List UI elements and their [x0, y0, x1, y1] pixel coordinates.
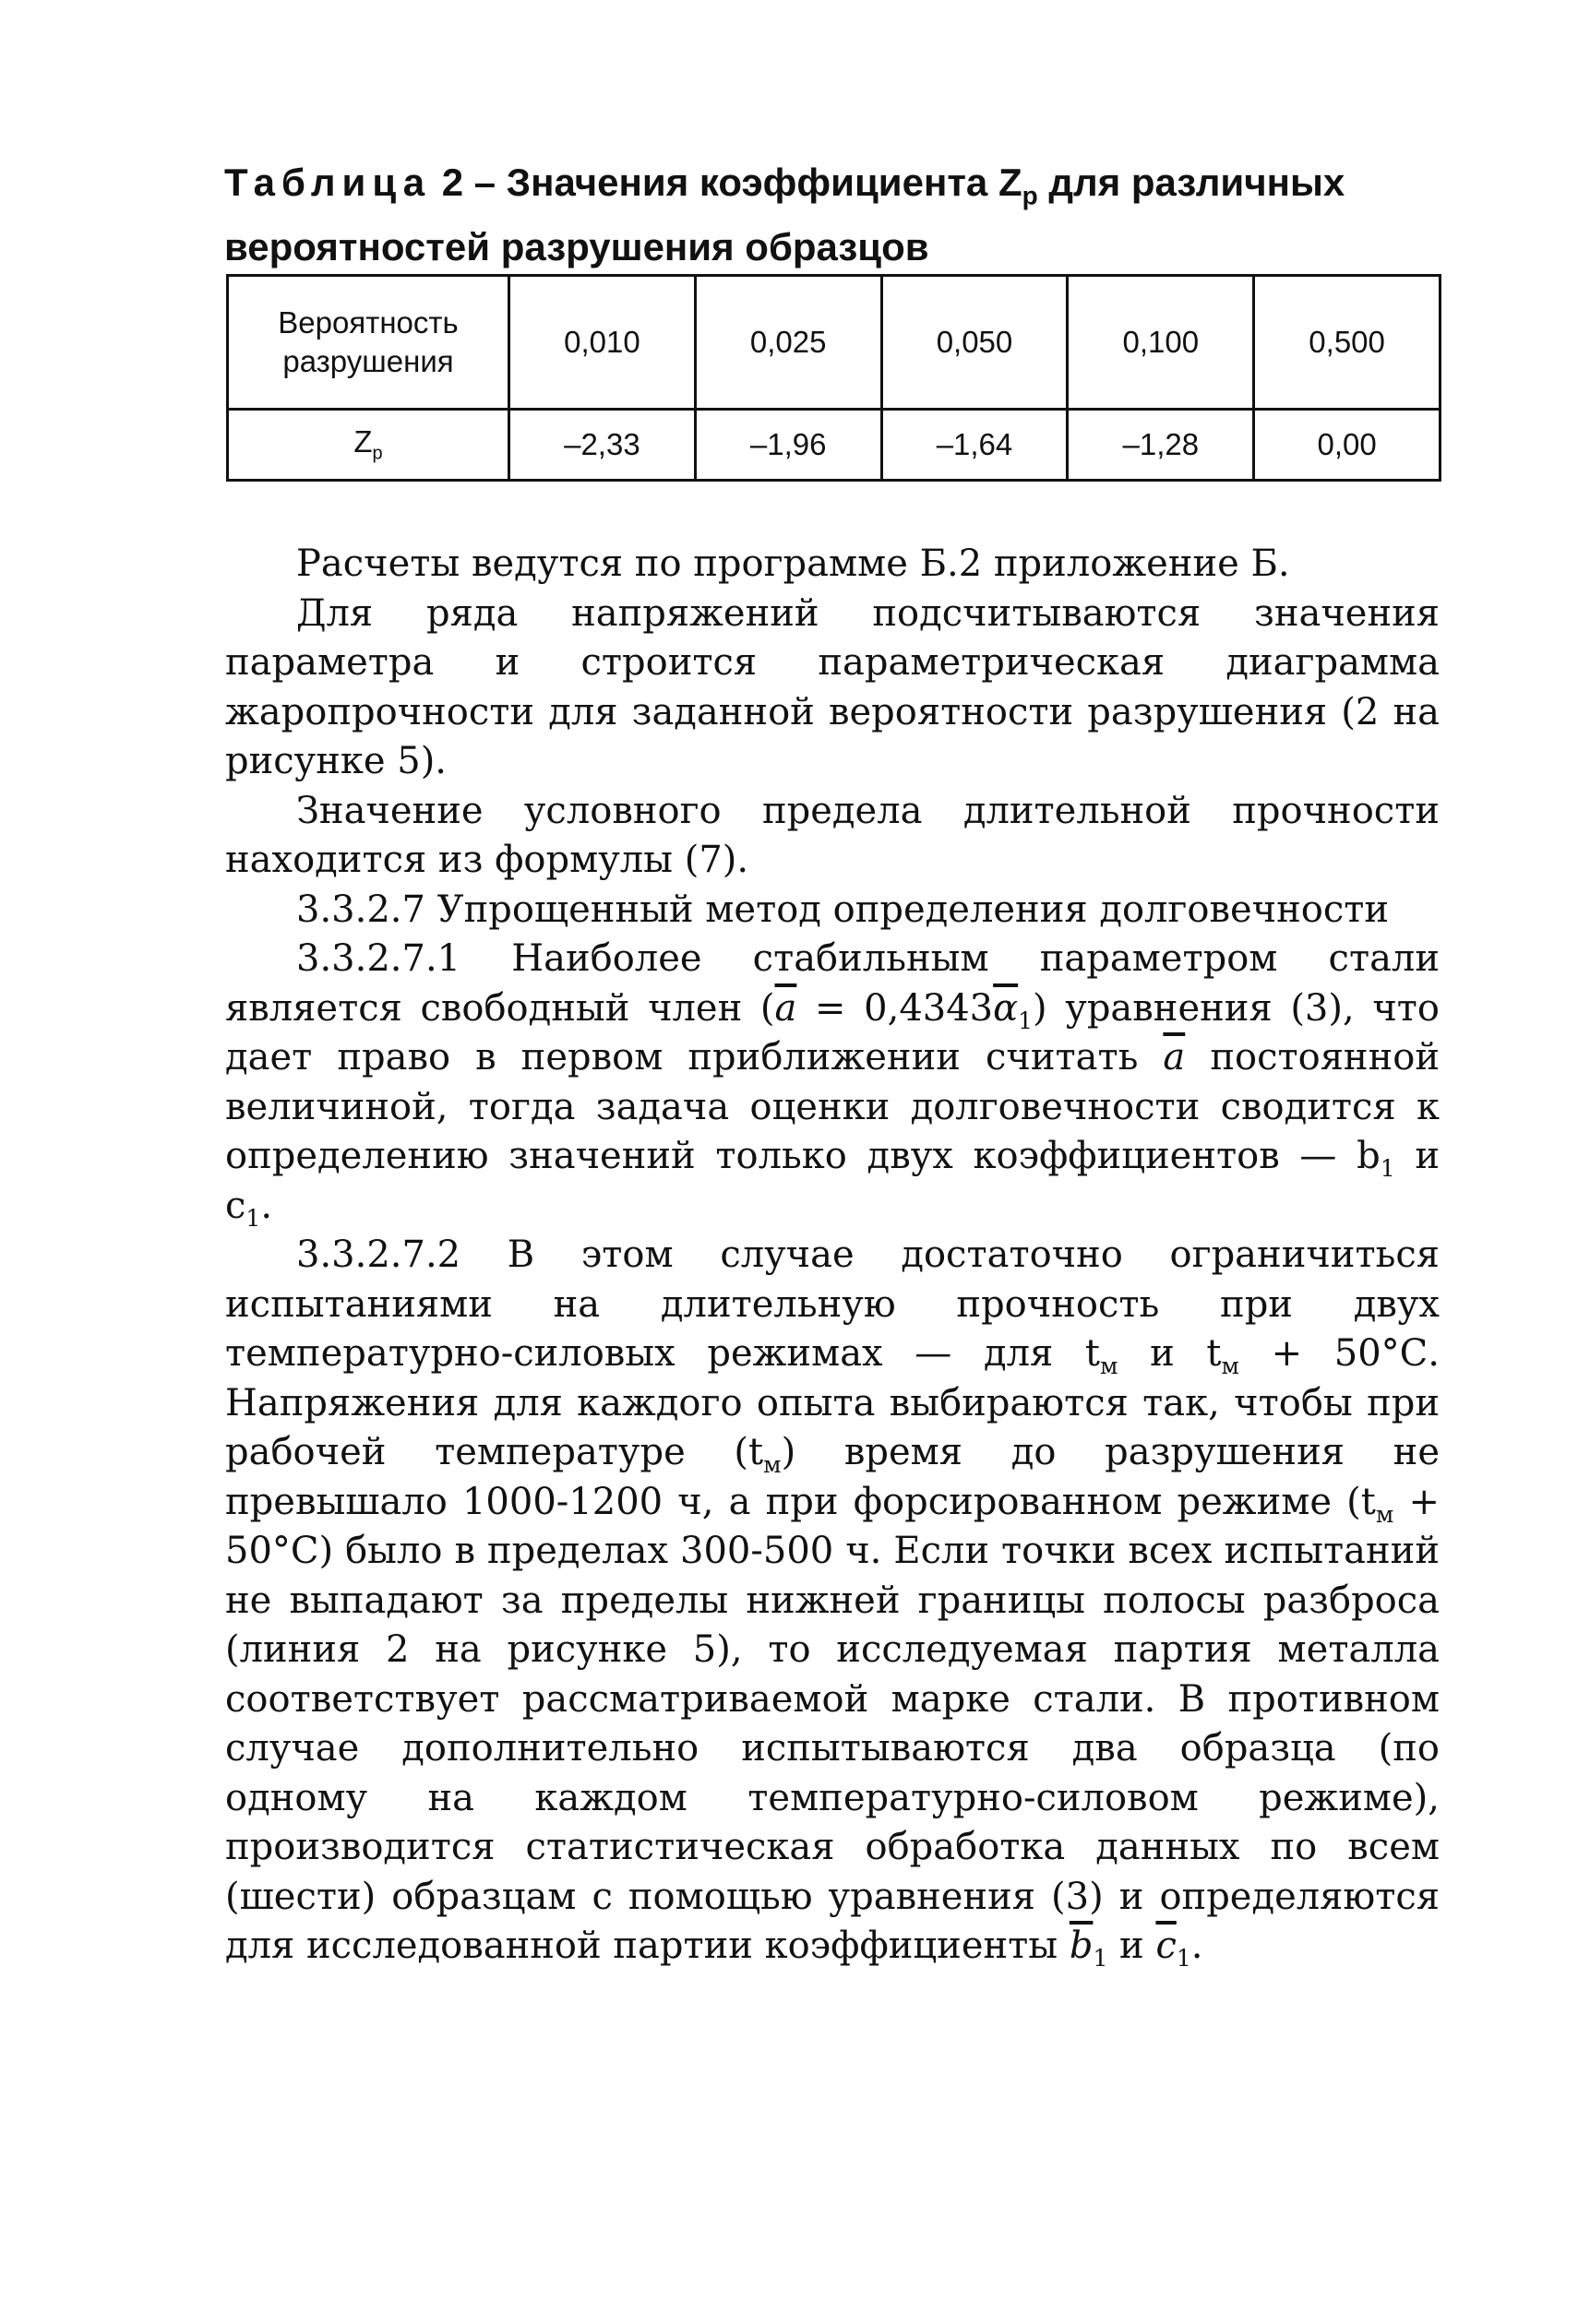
caption-dash: –	[463, 161, 507, 204]
text-run: = 0,4343	[796, 986, 994, 1030]
subscript: 1	[1176, 1945, 1191, 1972]
subscript: м	[763, 1451, 782, 1478]
section-heading: 3.3.2.7 Упрощенный метод определения долговечности	[296, 888, 1390, 931]
z-value-cell: –1,96	[695, 409, 881, 480]
table-caption	[224, 157, 1452, 273]
text-run: постоянной величиной, тогда задача оценки долговечности сводится к определению значений только двух коэффициентов — b	[225, 1036, 1440, 1177]
paragraph	[225, 1231, 1440, 1972]
z-value-cell: –1,64	[881, 409, 1068, 480]
text-run: ) уравнения (3), что дает право в первом приближении считать	[225, 986, 1440, 1079]
text-run: ) время до разрушения не превышало 1000-1200 ч, а при форсированном режиме (t	[225, 1431, 1440, 1523]
text-run: .	[1190, 1925, 1203, 1967]
text-run: и t	[1118, 1332, 1222, 1375]
caption-subscript: р	[1022, 181, 1038, 210]
probability-cell: 0,100	[1068, 276, 1254, 410]
caption-lead: Таблица	[224, 161, 432, 204]
text-run: и	[1107, 1925, 1156, 1967]
caption-text: Значения коэффициента Z	[506, 161, 1022, 204]
subscript: 1	[1380, 1155, 1395, 1182]
symbol-a: $\overline{a}$	[1163, 1036, 1186, 1079]
z-value-cell: –1,28	[1068, 409, 1254, 480]
text-run: 3.3.2.7.1 Наиболее стабильным параметром стали является свободный член (	[225, 937, 1440, 1030]
symbol-alpha: $\overline{\alpha}$	[993, 986, 1019, 1030]
text-run: .	[260, 1184, 273, 1227]
caption-text-tail: для различных вероятностей разрушения образцов	[224, 161, 1345, 269]
paragraph: Расчеты ведутся по программе Б.2 приложение Б.	[296, 542, 1290, 585]
subscript: 1	[1093, 1945, 1108, 1972]
symbol-a: $\overline{a}$	[774, 986, 797, 1030]
text-run: + 50°С. Напряжения для каждого опыта выбираются так, чтобы при рабочей температуре (t	[225, 1332, 1440, 1473]
paragraph	[225, 935, 1440, 1231]
z-value-cell: –2,33	[509, 409, 696, 480]
z-subscript: р	[372, 443, 383, 464]
probability-cell: 0,025	[695, 276, 881, 410]
z-symbol: Z	[353, 423, 373, 459]
symbol-c: $\overline{c}$	[1155, 1925, 1177, 1967]
header-cell: Вероятность разрушения	[228, 276, 509, 410]
subscript: 1	[245, 1204, 261, 1232]
probability-cell: 0,050	[881, 276, 1068, 410]
table-row	[228, 276, 1441, 410]
subscript: м	[1099, 1353, 1118, 1379]
text-run: 3.3.2.7.2 В этом случае достаточно ограничиться испытаниями на длительную прочность при двух температурно-силовых режимах — для t	[225, 1234, 1440, 1375]
probability-cell: 0,500	[1254, 276, 1441, 410]
subscript: м	[1375, 1500, 1394, 1528]
z-coefficient-table	[226, 274, 1441, 482]
probability-cell: 0,010	[509, 276, 696, 410]
subscript: 1	[1018, 1007, 1034, 1034]
symbol-b: $\overline{b}$	[1069, 1925, 1094, 1967]
subscript: м	[1221, 1353, 1239, 1379]
body-text	[225, 540, 1440, 1972]
z-label-cell	[228, 409, 509, 480]
z-value-cell: 0,00	[1254, 409, 1441, 480]
caption-number: 2	[441, 161, 464, 204]
table-row	[228, 409, 1441, 480]
paragraph: Для ряда напряжений подсчитываются значения параметра и строится параметрическая диаграмма жаропрочности для заданной вероятности разрушения (2 на рисунке 5).	[225, 591, 1440, 782]
text-run: и c	[225, 1135, 1441, 1227]
paragraph: Значение условного предела длительной прочности находится из формулы (7).	[225, 789, 1440, 881]
text-run: + 50°С) было в пределах 300-500 ч. Если точки всех испытаний не выпадают за пределы нижней границы полосы разброса (линия 2 на рисунке 5), то исследуемая партия металла соответствует рассматриваемой марке стали. В противном случае дополнительно испытываются два образца (по одному на каждом температурно-силовом режиме), производится статистическая обработка данных по всем (шести) образцам с помощью уравнения (3) и определяются для исследованной партии коэффициенты	[225, 1480, 1440, 1967]
